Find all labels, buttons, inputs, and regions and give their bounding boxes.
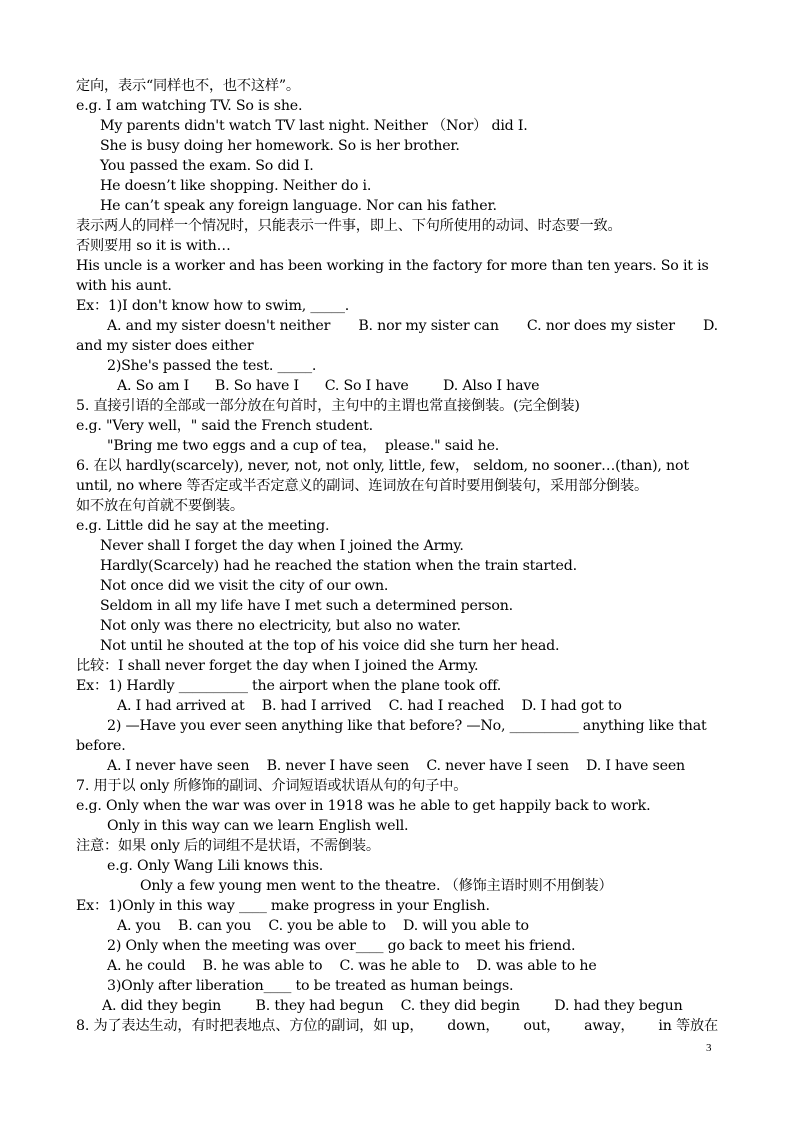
text-line: 定向，表示“同样也不，也不这样”。 [76, 78, 300, 94]
exercise-options [107, 316, 718, 336]
text-line: Not once did we visit the city of our own. [100, 578, 389, 594]
text-line: e.g. "Very well，" said the French student. [76, 418, 373, 434]
exercise-options: A. So am I B. So have I C. So I have D. Also I have [117, 378, 540, 394]
text-line: and my sister does either [76, 338, 254, 354]
text-line: 表示两人的同样一个情况时，只能表示一件事，即上、下句所使用的动词、时态要一致。 [76, 218, 622, 234]
text-line: e.g. Little did he say at the meeting. [76, 518, 330, 534]
section-heading [76, 1016, 718, 1036]
text-line: She is busy doing her homework. So is her brother. [100, 138, 460, 154]
heading-part: in 等放在 [658, 1018, 718, 1034]
exercise-prompt: 2) —Have you ever seen anything like that before? —No, __________ anything like that [107, 718, 707, 734]
exercise-prompt: Ex：1)Only in this way ____ make progress in your English. [76, 898, 490, 914]
exercise-options: A. did they begin B. they had begun C. they did begin D. had they begun [102, 998, 683, 1014]
exercise-options: A. I had arrived at B. had I arrived C. had I reached D. I had got to [117, 698, 622, 714]
text-line: His uncle is a worker and has been working in the factory for more than ten years. So it is [76, 258, 709, 274]
text-line: Not until he shouted at the top of his voice did she turn her head. [100, 638, 560, 654]
option-b: B. nor my sister can [358, 318, 499, 334]
text-line: He doesn’t like shopping. Neither do i. [100, 178, 372, 194]
text-line: 比较：I shall never forget the day when I joined the Army. [76, 658, 479, 674]
option-c: C. nor does my sister [526, 318, 675, 334]
heading-part: 8. 为了表达生动，有时把表地点、方位的副词，如 up， [76, 1018, 424, 1034]
exercise-options: A. I never have seen B. never I have seen C. never have I seen D. I have seen [107, 758, 685, 774]
exercise-prompt: Ex：1)I don't know how to swim, _____. [76, 298, 350, 314]
text-line: Not only was there no electricity, but also no water. [100, 618, 461, 634]
exercise-prompt: 2) Only when the meeting was over____ go back to meet his friend. [107, 938, 576, 954]
text-line: e.g. Only Wang Lili knows this. [107, 858, 324, 874]
text-line: Only a few young men went to the theatre. （修饰主语时则不用倒装） [140, 878, 613, 894]
text-line: 如不放在句首就不要倒装。 [76, 498, 244, 514]
exercise-options: A. you B. can you C. you be able to D. will you able to [117, 918, 529, 934]
text-line: 注意：如果 only 后的词组不是状语，不需倒装。 [76, 838, 380, 854]
heading-part: out， [523, 1018, 561, 1034]
exercise-prompt: Ex：1) Hardly __________ the airport when the plane took off. [76, 678, 502, 694]
text-line: Seldom in all my life have I met such a determined person. [100, 598, 513, 614]
text-line: My parents didn't watch TV last night. Neither （Nor） did I. [100, 118, 528, 134]
text-line: He can’t speak any foreign language. Nor can his father. [100, 198, 497, 214]
text-line: 否则要用 so it is with… [76, 238, 231, 254]
text-line: Hardly(Scarcely) had he reached the station when the train started. [100, 558, 577, 574]
text-line: You passed the exam. So did I. [100, 158, 314, 174]
exercise-prompt: 2)She's passed the test. _____. [107, 358, 317, 374]
text-line: e.g. I am watching TV. So is she. [76, 98, 303, 114]
text-line: e.g. Only when the war was over in 1918 was he able to get happily back to work. [76, 798, 651, 814]
section-heading: 7. 用于以 only 所修饰的副词、介词短语或状语从句的句子中。 [76, 778, 468, 794]
text-line: before. [76, 738, 126, 754]
text-line: Only in this way can we learn English well. [107, 818, 409, 834]
heading-part: down， [447, 1018, 500, 1034]
option-a: A. and my sister doesn't neither [107, 318, 331, 334]
text-line: with his aunt. [76, 278, 172, 294]
option-d: D. [703, 318, 718, 334]
exercise-options: A. he could B. he was able to C. was he able to D. was able to he [107, 958, 597, 974]
section-heading: 5. 直接引语的全部或一部分放在句首时，主句中的主谓也常直接倒装。(完全倒装) [76, 398, 580, 414]
page-number: 3 [706, 1042, 712, 1054]
section-heading: 6. 在以 hardly(scarcely), never, not, not only, little, few， seldom, no sooner…(than), not [76, 458, 689, 474]
text-line: Never shall I forget the day when I joined the Army. [100, 538, 464, 554]
text-line: "Bring me two eggs and a cup of tea， please." said he. [107, 438, 500, 454]
text-line: until, no where 等否定或半否定意义的副词、连词放在句首时要用倒装句，采用部分倒装。 [76, 478, 649, 494]
exercise-prompt: 3)Only after liberation____ to be treated as human beings. [107, 978, 514, 994]
heading-part: away， [584, 1018, 635, 1034]
